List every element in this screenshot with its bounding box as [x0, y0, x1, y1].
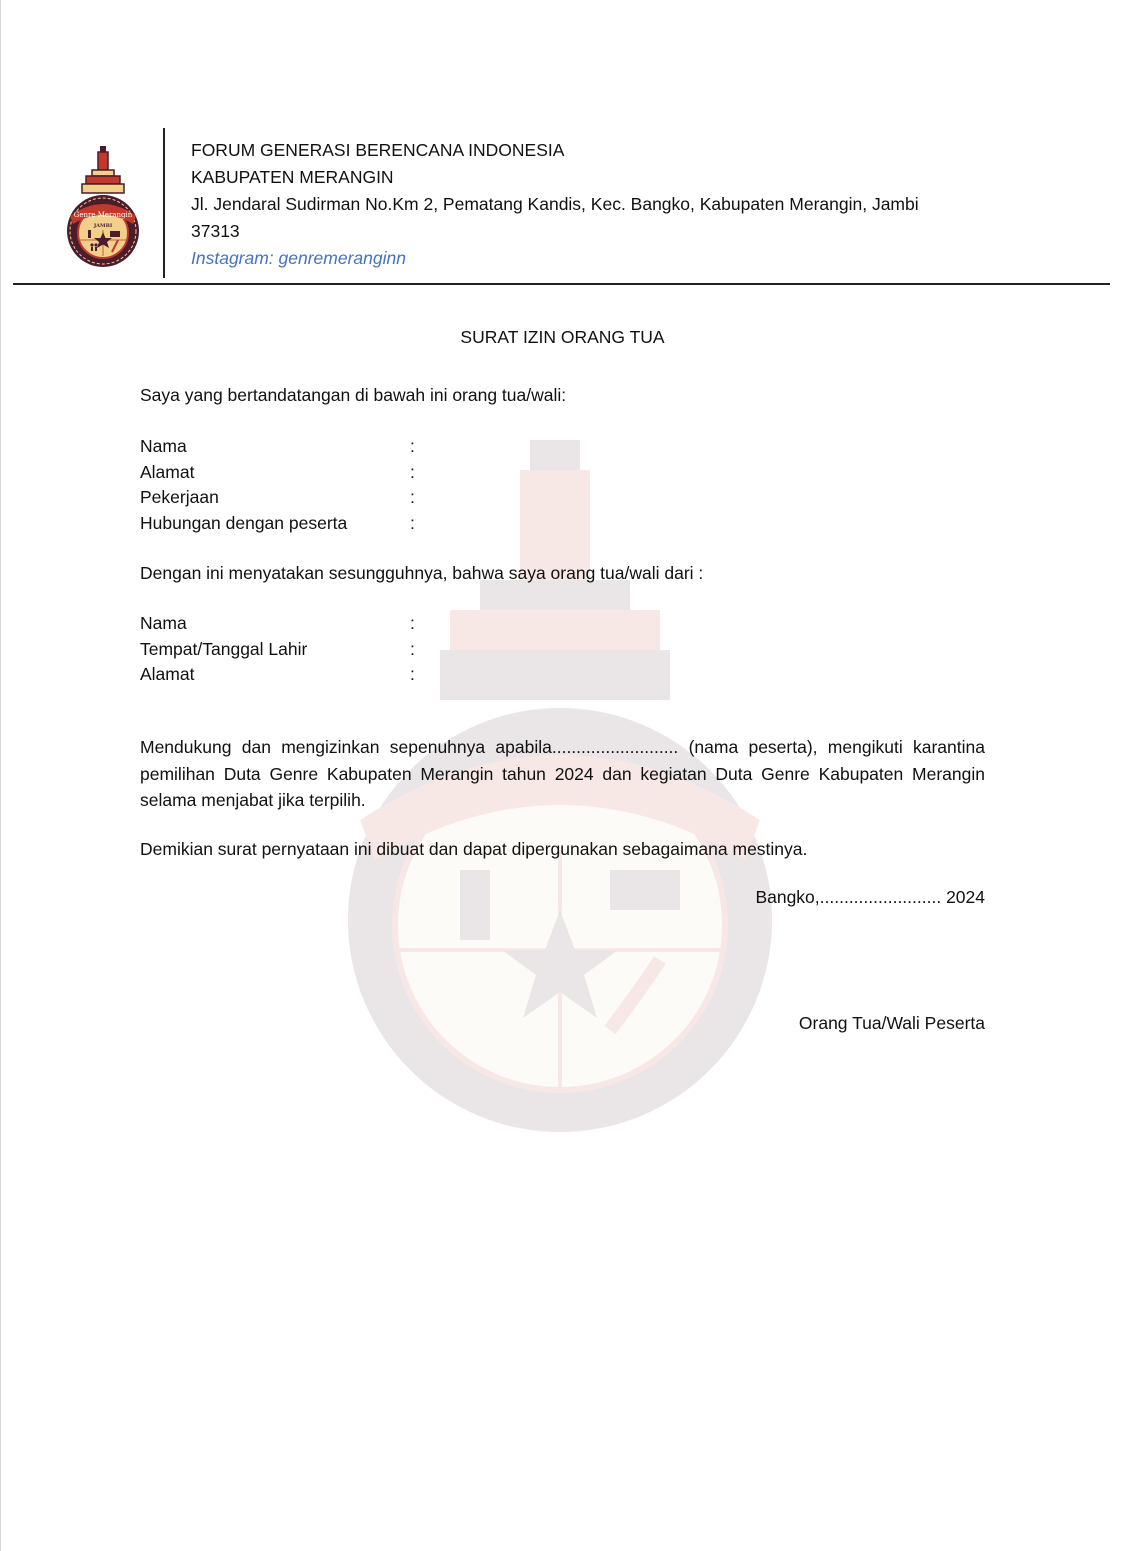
field-colon: : — [410, 461, 415, 482]
svg-text:JAMBI: JAMBI — [93, 223, 113, 229]
field-colon: : — [410, 487, 415, 507]
genre-merangin-logo — [64, 144, 142, 268]
org-postal-code: 37313 — [191, 221, 240, 241]
field-label: Nama — [140, 436, 187, 456]
field-colon: : — [410, 638, 415, 659]
field-label: Alamat — [140, 664, 195, 684]
page-edge — [0, 0, 1, 1551]
letterhead-rule — [13, 283, 1110, 285]
field-label: Pekerjaan — [140, 487, 219, 507]
org-name: FORUM GENERASI BERENCANA INDONESIA — [191, 140, 565, 160]
letter-title: SURAT IZIN ORANG TUA — [460, 327, 665, 347]
statement-text: Dengan ini menyatakan sesungguhnya, bahwa saya orang tua/wali dari : — [140, 563, 704, 583]
field-colon: : — [410, 512, 415, 533]
field-colon: : — [410, 436, 415, 456]
consent-paragraph: Mendukung dan mengizinkan sepenuhnya apabila.......................... (nama peserta), mengikuti karantina pemilihan Duta Genre Kabupaten Merangin tahun 2024 dan kegiatan Duta Genre Kabupaten Merangin selama menjabat jika terpilih. — [140, 737, 985, 810]
svg-text:Genre Merangin: Genre Merangin — [73, 211, 133, 219]
field-label: Hubungan dengan peserta — [140, 512, 348, 533]
org-address: Jl. Jendaral Sudirman No.Km 2, Pematang Kandis, Kec. Bangko, Kabupaten Merangin, Jambi — [191, 194, 919, 214]
signatory-label: Orang Tua/Wali Peserta — [798, 1013, 985, 1033]
place-date: Bangko,......................... 2024 — [755, 887, 985, 907]
field-label: Alamat — [140, 461, 195, 482]
org-region: KABUPATEN MERANGIN — [191, 167, 394, 187]
field-label: Nama — [140, 613, 187, 633]
intro-text: Saya yang bertandatangan di bawah ini orang tua/wali: — [140, 385, 567, 405]
instagram-handle: Instagram: genremeranginn — [191, 248, 406, 268]
letterhead-divider — [163, 128, 165, 278]
letterhead-text — [191, 137, 981, 272]
closing-text: Demikian surat pernyataan ini dibuat dan dapat dipergunakan sebagaimana mestinya. — [140, 839, 808, 859]
field-colon: : — [410, 664, 415, 684]
field-label: Tempat/Tanggal Lahir — [140, 638, 308, 659]
field-colon: : — [410, 613, 415, 633]
